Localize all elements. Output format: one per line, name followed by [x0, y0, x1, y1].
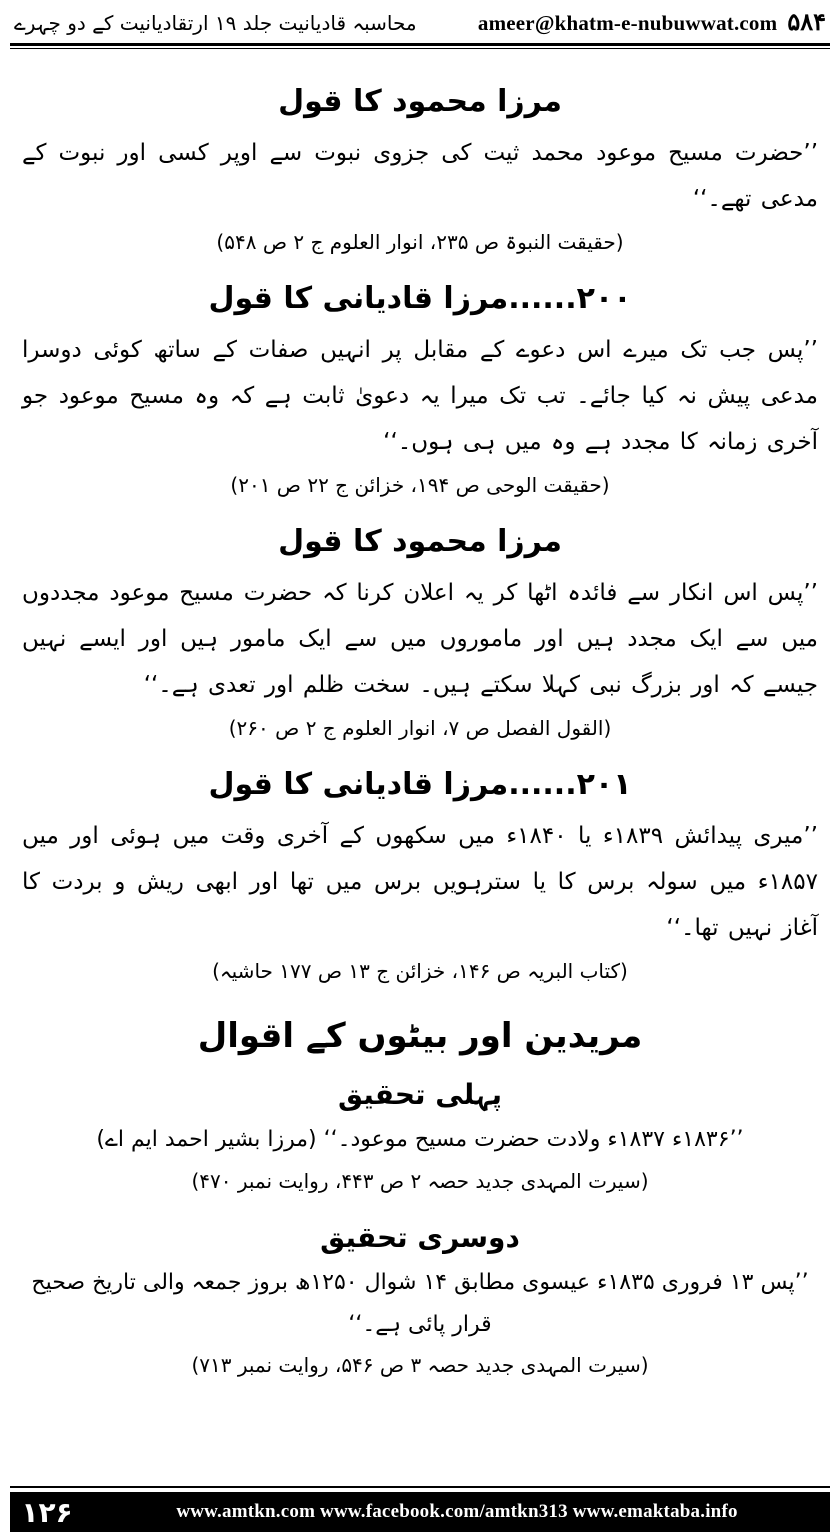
page-header: [0, 0, 840, 41]
main-heading: مریدین اور بیٹوں کے اقوال: [197, 1016, 643, 1056]
research-title-2: دوسری تحقیق: [320, 1220, 520, 1254]
header-page-number: ۵۸۴: [787, 10, 826, 36]
research-reference-1: (سیرت المہدی جدید حصہ ۲ ص ۴۴۳، روایت نمبر ۴۷۰): [191, 1168, 649, 1193]
section-heading-1: مرزا محمود کا قول: [278, 84, 562, 119]
header-email: ameer@khatm-e-nubuwwat.com: [477, 11, 778, 35]
header-rule: [10, 43, 830, 46]
page-footer: [0, 1486, 840, 1540]
section-reference-2: (حقیقت الوحی ص ۱۹۴، خزائن ج ۲۲ ص ۲۰۱): [230, 473, 610, 497]
header-book-title: محاسبہ قادیانیت جلد ۱۹ ارتقادیانیت کے دو چہرے: [14, 11, 417, 35]
section-heading-4: ۲۰۱......مرزا قادیانی کا قول: [208, 767, 632, 802]
header-email-block: [478, 8, 826, 37]
footer-page-number: ۱۲۶: [10, 1492, 84, 1532]
section-quote-2: ’’پس جب تک میرے اس دعوے کے مقابل پر انہیں صفات کے ساتھ کوئی دوسرا مدعی پیش نہ کیا جائے۔ تب تک میرا یہ دعویٰ ثابت ہے کہ وہ مسیح موعود جو آخری زمانہ کا مجدد ہے وہ میں ہی ہوں۔‘‘: [22, 337, 818, 455]
research-quote-2: ’’پس ۱۳ فروری ۱۸۳۵ء عیسوی مطابق ۱۴ شوال ۱۲۵۰ھ بروز جمعہ والی تاریخ صحیح قرار پائی ہے۔‘‘: [31, 1269, 809, 1337]
footer-bar: [10, 1492, 830, 1532]
section-heading-3: مرزا محمود کا قول: [278, 524, 562, 559]
footer-outer: [0, 1492, 840, 1540]
section-reference-3: (القول الفصل ص ۷، انوار العلوم ج ۲ ص ۲۶۰): [228, 716, 612, 740]
research-title-1: پہلی تحقیق: [338, 1078, 502, 1111]
section-quote-1: ’’حضرت مسیح موعود محمد ثیت کی جزوی نبوت سے اوپر کسی اور نبوت کے مدعی تھے۔‘‘: [22, 140, 818, 212]
section-quote-3: ’’پس اس انکار سے فائدہ اٹھا کر یہ اعلان کرنا کہ حضرت مسیح موعود مجددوں میں سے ایک مجدد ہیں اور ماموروں میں سے ایک مامور ہیں اور ایسے نہیں جیسے کہ اور بزرگ نبی کہلا سکتے ہیں۔ سخت ظلم اور تعدی ہے۔‘‘: [22, 580, 818, 698]
section-reference-1: (حقیقت النبوۃ ص ۲۳۵، انوار العلوم ج ۲ ص ۵۴۸): [216, 230, 624, 254]
section-reference-4: (کتاب البریہ ص ۱۴۶، خزائن ج ۱۳ ص ۱۷۷ حاشیہ): [212, 959, 628, 983]
research-reference-2: (سیرت المہدی جدید حصہ ۳ ص ۵۴۶، روایت نمبر ۷۱۳): [191, 1353, 649, 1378]
section-heading-2: ۲۰۰......مرزا قادیانی کا قول: [208, 281, 632, 316]
footer-links[interactable]: www.amtkn.com www.facebook.com/amtkn313 www.emaktaba.info: [84, 1492, 830, 1532]
footer-rule: [10, 1486, 830, 1488]
section-quote-4: ’’میری پیدائش ۱۸۳۹ء یا ۱۸۴۰ء میں سکھوں کے آخری وقت میں ہوئی اور میں ۱۸۵۷ء میں سولہ برس کا یا سترہویں برس میں تھا اور ابھی ریش و بردت کا آغاز نہیں تھا۔‘‘: [22, 823, 818, 941]
page-content: [0, 49, 840, 1486]
research-quote-1: ’’۱۸۳۶ء ۱۸۳۷ء ولادت حضرت مسیح موعود۔‘‘ (مرزا بشیر احمد ایم اے): [96, 1127, 744, 1152]
